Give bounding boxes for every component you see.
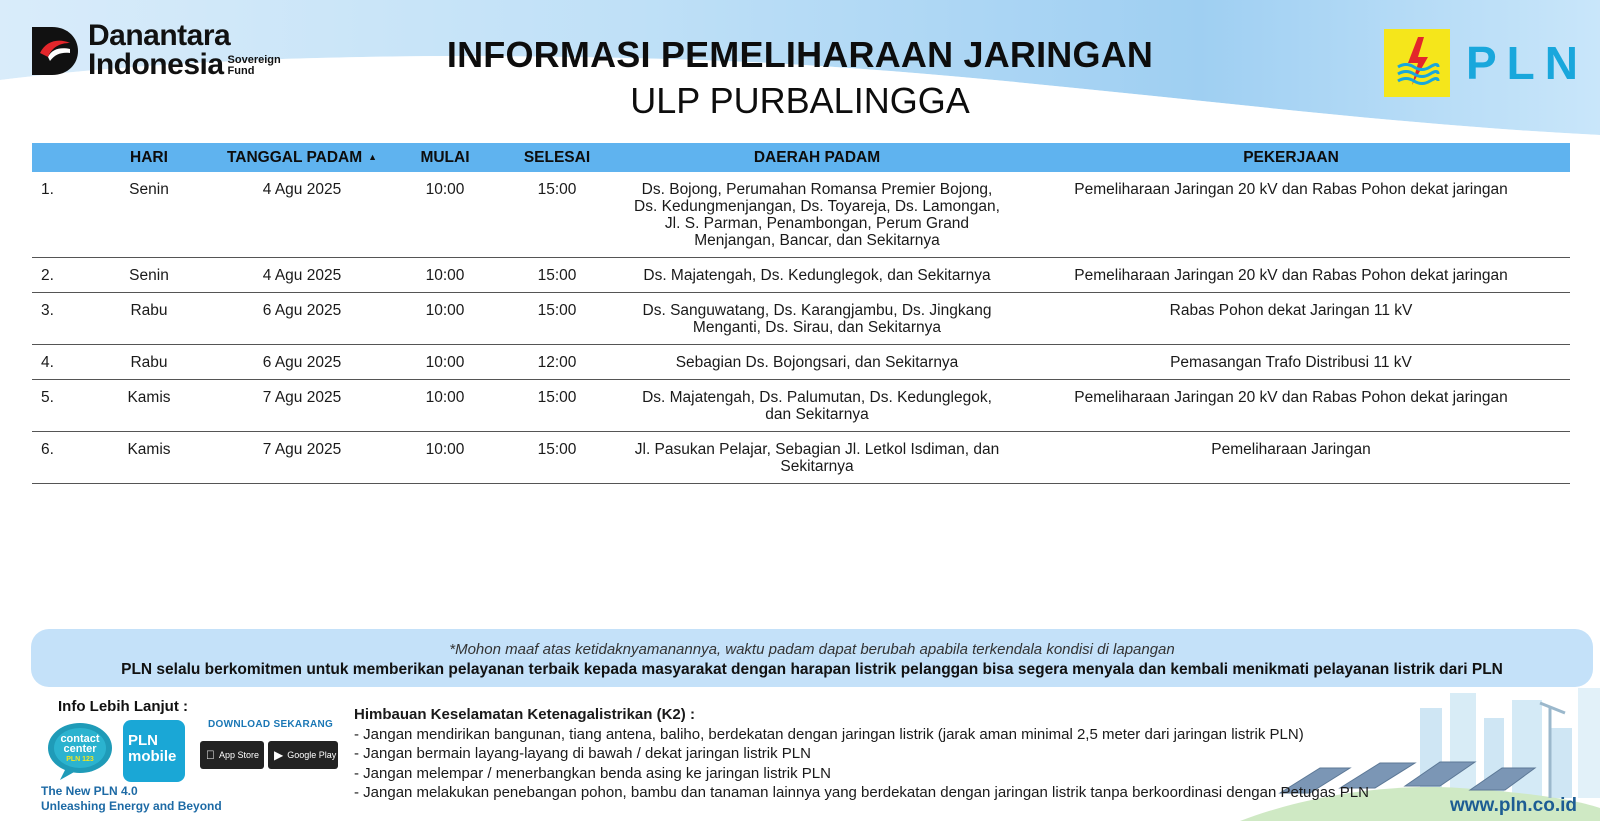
cell-tanggal: 6 Agu 2025 — [206, 293, 398, 345]
table-header-row — [32, 143, 1570, 172]
sort-ascending-icon[interactable]: ▲ — [368, 152, 378, 163]
page-subtitle: ULP PURBALINGGA — [630, 80, 970, 121]
cell-pekerjaan: Pemeliharaan Jaringan 20 kV dan Rabas Pohon dekat jaringan — [1012, 258, 1570, 293]
cell-no: 5. — [32, 380, 92, 432]
danantara-fund-text: Fund — [227, 65, 255, 77]
column-header-no — [32, 143, 92, 172]
safety-advisory-title: Himbauan Keselamatan Ketenagalistrikan (K2) : — [354, 706, 695, 723]
cell-mulai: 10:00 — [398, 293, 492, 345]
contact-center-line2: center — [63, 743, 97, 755]
cell-daerah: Ds. Sanguwatang, Ds. Karangjambu, Ds. Jingkang Menganti, Ds. Sirau, dan Sekitarnya — [622, 293, 1012, 345]
google-play-label: Google Play — [287, 750, 337, 760]
column-header-tanggal-label: TANGGAL PADAM — [226, 148, 363, 166]
cell-tanggal: 4 Agu 2025 — [206, 172, 398, 258]
app-store-button[interactable] — [200, 741, 264, 769]
column-header-pekerjaan[interactable]: PEKERJAAN — [1243, 148, 1339, 166]
column-header-tanggal-padam[interactable] — [206, 143, 398, 172]
contact-center-line3: PLN 123 — [66, 756, 94, 763]
cell-selesai: 15:00 — [492, 432, 622, 484]
cell-selesai: 15:00 — [492, 258, 622, 293]
cell-mulai: 10:00 — [398, 380, 492, 432]
cell-hari: Rabu — [92, 345, 206, 380]
safety-advisory-item: - Jangan mendirikan bangunan, tiang antena, baliho, berdekatan dengan jaringan listrik (jarak aman minimal 2,5 meter dari jaringan listrik PLN) — [354, 725, 1304, 743]
cell-selesai: 15:00 — [492, 293, 622, 345]
cell-daerah: Sebagian Ds. Bojongsari, dan Sekitarnya — [622, 345, 1012, 380]
column-header-hari[interactable]: HARI — [130, 148, 168, 166]
cell-mulai: 10:00 — [398, 258, 492, 293]
cell-mulai: 10:00 — [398, 172, 492, 258]
pln-mobile-app-icon[interactable] — [123, 720, 185, 782]
google-play-icon: ▶ — [274, 748, 284, 762]
info-lebih-lanjut-heading: Info Lebih Lanjut : — [58, 698, 188, 715]
tagline-line2: Unleashing Energy and Beyond — [41, 799, 222, 813]
tagline-line1: The New PLN 4.0 — [41, 784, 138, 798]
column-header-mulai[interactable]: MULAI — [420, 148, 470, 166]
cell-mulai: 10:00 — [398, 432, 492, 484]
cell-mulai: 10:00 — [398, 345, 492, 380]
cell-daerah: Ds. Bojong, Perumahan Romansa Premier Bojong, Ds. Kedungmenjangan, Ds. Toyareja, Ds. Lamongan, Jl. S. Parman, Penambongan, Perum Grand Menjangan, Bancar, dan Sekitarnya — [622, 172, 1012, 258]
cell-pekerjaan: Pemeliharaan Jaringan — [1012, 432, 1570, 484]
safety-advisory-item: - Jangan melempar / menerbangkan benda asing ke jaringan listrik PLN — [354, 764, 831, 782]
table-row — [32, 432, 1570, 484]
cell-tanggal: 4 Agu 2025 — [206, 258, 398, 293]
safety-advisory — [354, 705, 1369, 803]
pln-logo — [1384, 29, 1588, 97]
cell-pekerjaan: Pemeliharaan Jaringan 20 kV dan Rabas Pohon dekat jaringan — [1012, 172, 1570, 258]
cell-hari: Kamis — [92, 432, 206, 484]
cell-no: 6. — [32, 432, 92, 484]
cell-hari: Senin — [92, 172, 206, 258]
column-header-daerah-padam[interactable]: DAERAH PADAM — [753, 148, 881, 166]
cell-hari: Kamis — [92, 380, 206, 432]
website-link[interactable]: www.pln.co.id — [1450, 795, 1578, 816]
danantara-wordmark-line2: Indonesia — [88, 47, 224, 81]
pln-mobile-line2: mobile — [128, 748, 177, 765]
cell-no: 2. — [32, 258, 92, 293]
danantara-sovereign-text: Sovereign — [227, 54, 281, 66]
safety-advisory-item: - Jangan melakukan penebangan pohon, bambu dan tanaman lainnya yang berdekatan dengan jaringan listrik tanpa berkoordinasi dengan Petugas PLN — [354, 784, 1369, 801]
cell-no: 3. — [32, 293, 92, 345]
cell-selesai: 15:00 — [492, 172, 622, 258]
cell-daerah: Jl. Pasukan Pelajar, Sebagian Jl. Letkol Isdiman, dan Sekitarnya — [622, 432, 1012, 484]
danantara-logo — [30, 19, 281, 81]
cell-selesai: 15:00 — [492, 380, 622, 432]
apple-icon — [206, 748, 215, 762]
column-header-selesai[interactable]: SELESAI — [523, 148, 591, 166]
cell-daerah: Ds. Majatengah, Ds. Palumutan, Ds. Kedunglegok, dan Sekitarnya — [622, 380, 1012, 432]
pln-wordmark: PLN — [1466, 37, 1588, 89]
cell-selesai: 12:00 — [492, 345, 622, 380]
pln-mobile-line1: PLN — [128, 732, 158, 749]
notice-banner — [31, 629, 1593, 687]
pln-lightning-icon — [1384, 29, 1450, 97]
notice-disclaimer: *Mohon maaf atas ketidaknyamanannya, waktu padam dapat berubah apabila terkendala kondisi di lapangan — [449, 641, 1175, 658]
table-row — [32, 345, 1570, 380]
cell-hari: Senin — [92, 258, 206, 293]
cell-no: 1. — [32, 172, 92, 258]
table-row — [32, 172, 1570, 258]
cell-pekerjaan: Pemasangan Trafo Distribusi 11 kV — [1012, 345, 1570, 380]
google-play-button[interactable] — [268, 741, 338, 769]
cell-hari: Rabu — [92, 293, 206, 345]
contact-center-icon[interactable] — [46, 720, 114, 782]
danantara-wordmark-line1: Danantara — [88, 19, 231, 52]
tagline — [41, 784, 222, 814]
safety-advisory-item: - Jangan bermain layang-layang di bawah / dekat jaringan listrik PLN — [354, 745, 811, 762]
page-title: INFORMASI PEMELIHARAAN JARINGAN — [446, 34, 1154, 75]
danantara-mark-icon — [30, 23, 80, 79]
cell-tanggal: 7 Agu 2025 — [206, 380, 398, 432]
table-row — [32, 380, 1570, 432]
table-row — [32, 293, 1570, 345]
cell-tanggal: 6 Agu 2025 — [206, 345, 398, 380]
cell-daerah: Ds. Majatengah, Ds. Kedunglegok, dan Sekitarnya — [622, 258, 1012, 293]
cell-no: 4. — [32, 345, 92, 380]
cell-tanggal: 7 Agu 2025 — [206, 432, 398, 484]
notice-commitment: PLN selalu berkomitmen untuk memberikan pelayanan terbaik kepada masyarakat dengan harapan listrik pelanggan bisa segera menyala dan kembali menikmati pelayanan listrik dari PLN — [121, 661, 1503, 678]
maintenance-schedule-table — [32, 143, 1570, 484]
table-row — [32, 258, 1570, 293]
cell-pekerjaan: Pemeliharaan Jaringan 20 kV dan Rabas Pohon dekat jaringan — [1012, 380, 1570, 432]
app-store-label: App Store — [210, 750, 251, 760]
page-header — [400, 34, 1200, 122]
download-label: DOWNLOAD SEKARANG — [208, 719, 334, 730]
contact-center-line1: contact — [60, 733, 100, 745]
cell-pekerjaan: Rabas Pohon dekat Jaringan 11 kV — [1012, 293, 1570, 345]
